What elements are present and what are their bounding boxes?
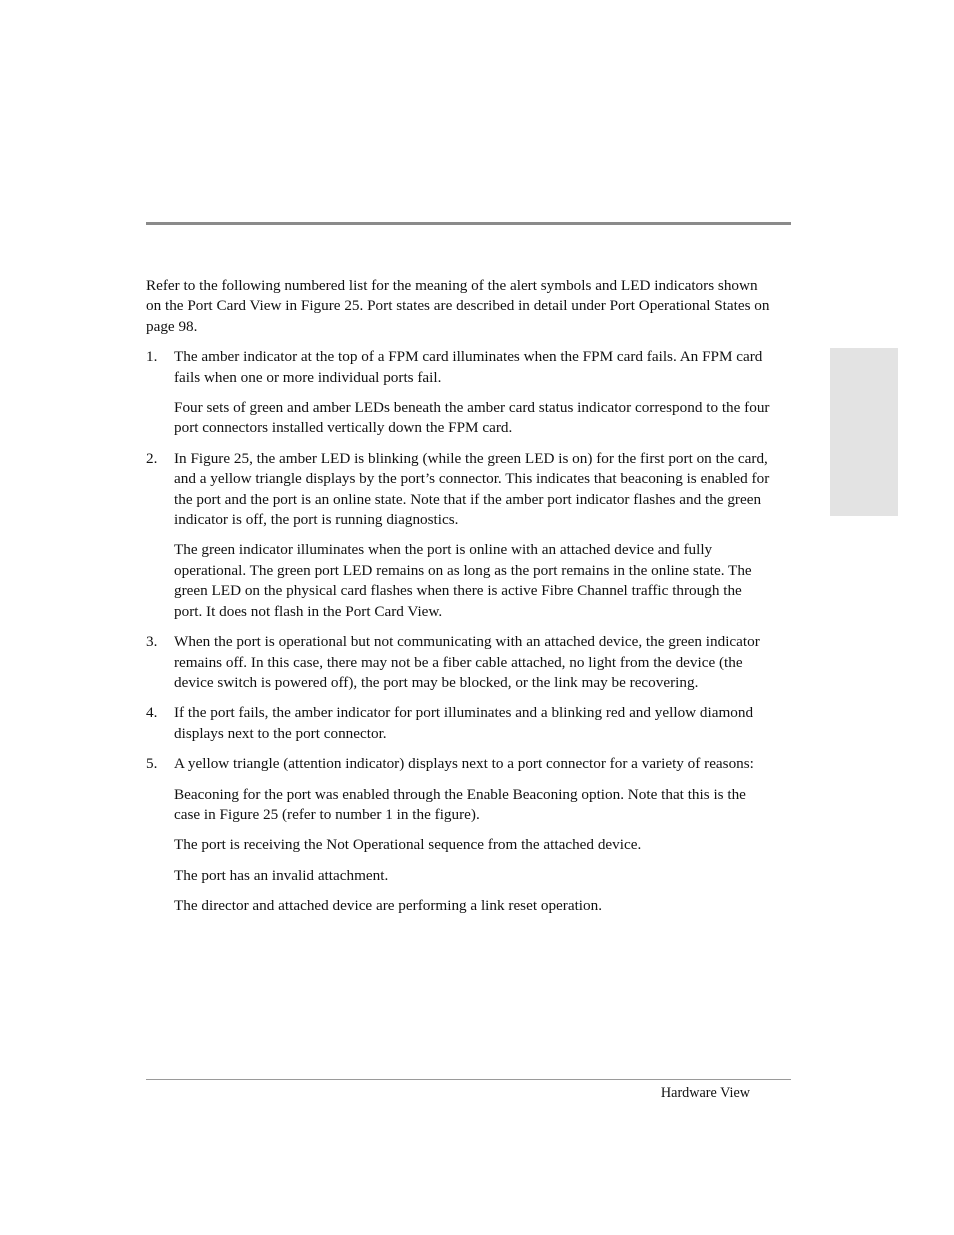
item-paragraph: The director and attached device are performing a link reset operation. [174,897,603,915]
list-item [146,449,771,622]
item-paragraph: In Figure 25, the amber LED is blinking (while the green LED is on) for the first port on the card, and a yellow triangle displays by the port’s connector. This indicates that beaconing is enabled for the port and the port is an online state. Note that if the amber port indicator flashes and the green indicator is off, the port is running diagnostics. [174,449,770,529]
item-paragraph: The green indicator illuminates when the port is online with an attached device and fully operational. The green port LED remains on as long as the port remains in the online state. The green LED on the physical card flashes when there is active Fibre Channel traffic through the port. It does not flash in the Port Card View. [174,541,752,620]
list-item [146,347,771,439]
item-paragraph: The port is receiving the Not Operational sequence from the attached device. [174,836,642,854]
list-item [146,754,771,916]
top-rule [146,222,791,225]
side-tab [830,348,898,516]
item-paragraph: The port has an invalid attachment. [174,866,389,884]
footer-section-title: Hardware View [660,1085,750,1101]
item-paragraph: Four sets of green and amber LEDs beneath the amber card status indicator correspond to the four port connectors installed vertically down the FPM card. [174,399,770,437]
item-number: 3. [146,633,158,651]
footer-rule [146,1079,791,1080]
intro-paragraph: Refer to the following numbered list for the meaning of the alert symbols and LED indicators shown on the Port Card View in Figure 25. Port states are described in detail under Port Operational States on page 98. [146,277,770,335]
numbered-list [146,347,771,916]
item-number: 2. [146,449,158,467]
list-item [146,632,771,693]
item-paragraph: A yellow triangle (attention indicator) displays next to a port connector for a variety of reasons: [174,755,754,773]
item-paragraph: If the port fails, the amber indicator for port illuminates and a blinking red and yellow diamond displays next to the port connector. [174,704,754,742]
page-content [146,276,771,927]
item-number: 4. [146,704,158,722]
list-item [146,703,771,744]
item-number: 5. [146,755,158,773]
item-number: 1. [146,348,158,366]
item-paragraph: Beaconing for the port was enabled through the Enable Beaconing option. Note that this is the case in Figure 25 (refer to number 1 in the figure). [174,785,746,823]
item-paragraph: When the port is operational but not communicating with an attached device, the green indicator remains off. In this case, there may not be a fiber cable attached, no light from the device (the device switch is powered off), the port may be blocked, or the link may be recovering. [174,633,760,691]
item-paragraph: The amber indicator at the top of a FPM card illuminates when the FPM card fails. An FPM card fails when one or more individual ports fail. [174,348,763,386]
